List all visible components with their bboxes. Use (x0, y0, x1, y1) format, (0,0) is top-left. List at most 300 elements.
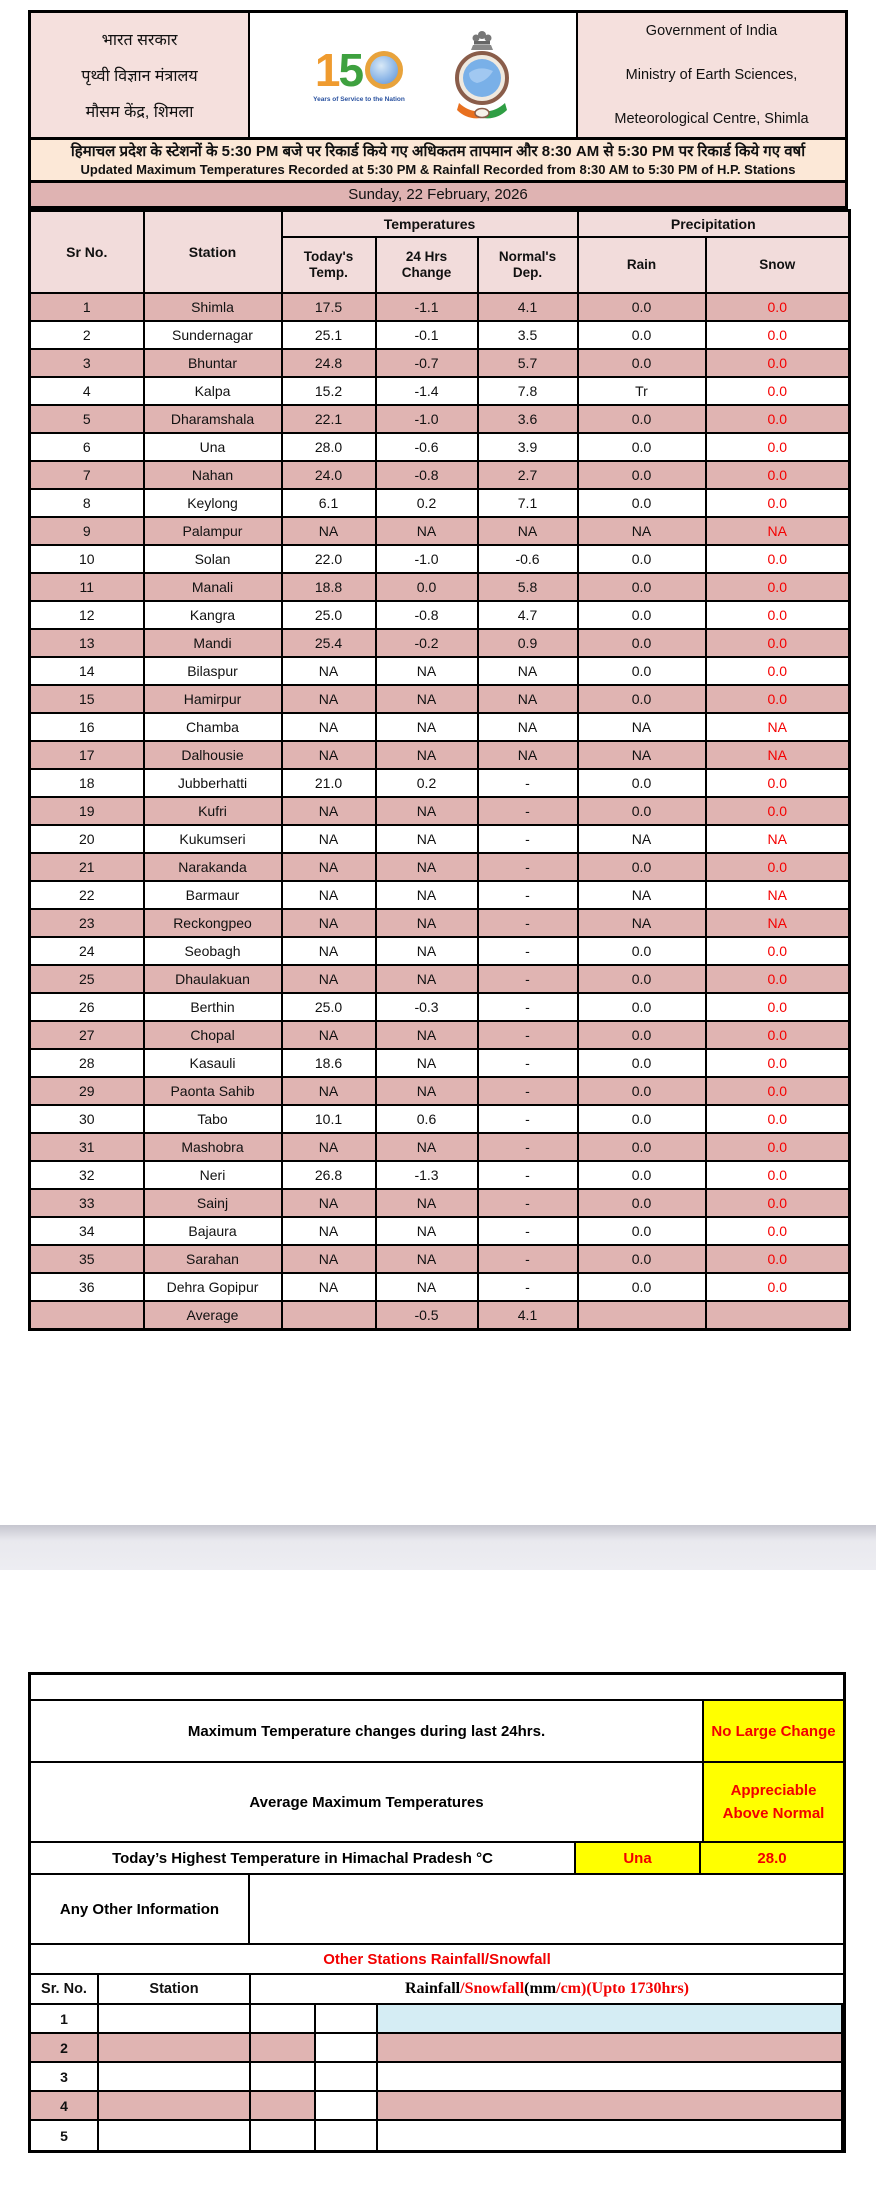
cell-sr: 6 (30, 433, 144, 461)
date-row: Sunday, 22 February, 2026 (28, 183, 848, 209)
table-row (30, 545, 850, 573)
cell-snow: 0.0 (706, 1133, 850, 1161)
any-other-info-row (31, 1875, 843, 1945)
cell-rain: NA (578, 741, 706, 769)
cell-24hrs-change: 0.2 (376, 489, 478, 517)
cell-rain: 0.0 (578, 769, 706, 797)
cell-station: Sundernagar (144, 321, 282, 349)
cell-rain: 0.0 (578, 853, 706, 881)
page-separator (0, 1525, 876, 1570)
cell-todays-temp: NA (282, 713, 376, 741)
cell-snow: NA (706, 909, 850, 937)
cell-normals-dep: - (478, 909, 578, 937)
cell-snow: 0.0 (706, 405, 850, 433)
cell-snow: 0.0 (706, 937, 850, 965)
col-group-precipitation: Precipitation (578, 210, 850, 237)
cell-station: Neri (144, 1161, 282, 1189)
logo-150-caption: Years of Service to the Nation (313, 96, 405, 103)
cell-rain (578, 1301, 706, 1330)
avg-max-temp-value (704, 1763, 843, 1841)
cell-sr: 15 (30, 685, 144, 713)
cell-todays-temp: NA (282, 1217, 376, 1245)
cell-rain: 0.0 (578, 1021, 706, 1049)
cell-snow: 0.0 (706, 1077, 850, 1105)
cell-snow: 0.0 (706, 349, 850, 377)
table-row (30, 965, 850, 993)
logo-150-digits (314, 44, 403, 96)
cell-todays-temp: 25.0 (282, 993, 376, 1021)
cell-station: Mashobra (144, 1133, 282, 1161)
cell-normals-dep: - (478, 1105, 578, 1133)
cell-24hrs-change: -0.8 (376, 461, 478, 489)
cell-sr (30, 1301, 144, 1330)
other-rainfall-cell (378, 2092, 843, 2119)
cell-todays-temp: NA (282, 1189, 376, 1217)
cell-24hrs-change: -0.2 (376, 629, 478, 657)
cell-snow: 0.0 (706, 461, 850, 489)
table-row (30, 881, 850, 909)
other-sr-cell: 1 (31, 2005, 99, 2032)
cell-station: Average (144, 1301, 282, 1330)
cell-sr: 2 (30, 321, 144, 349)
cell-sr: 11 (30, 573, 144, 601)
cell-todays-temp: 18.6 (282, 1049, 376, 1077)
highest-temp-value: 28.0 (701, 1843, 843, 1873)
table-row (30, 825, 850, 853)
other-rainfall-cell (378, 2063, 843, 2090)
cell-todays-temp: NA (282, 825, 376, 853)
table-row (30, 853, 850, 881)
cell-normals-dep: NA (478, 713, 578, 741)
cell-24hrs-change: -1.4 (376, 377, 478, 405)
cell-sr: 29 (30, 1077, 144, 1105)
cell-normals-dep: - (478, 881, 578, 909)
cell-snow: 0.0 (706, 1189, 850, 1217)
cell-station: Mandi (144, 629, 282, 657)
other-stations-title: Other Stations Rainfall/Snowfall (323, 1950, 551, 1968)
cell-station: Una (144, 433, 282, 461)
other-rainfall-cell (378, 2121, 843, 2150)
main-table (28, 209, 851, 1331)
other-station-row (31, 2092, 843, 2121)
cell-normals-dep: - (478, 769, 578, 797)
cell-snow: 0.0 (706, 797, 850, 825)
cell-sr: 26 (30, 993, 144, 1021)
cell-24hrs-change: NA (376, 937, 478, 965)
cell-24hrs-change: NA (376, 713, 478, 741)
cell-24hrs-change: NA (376, 797, 478, 825)
cell-snow: 0.0 (706, 601, 850, 629)
cell-sr: 13 (30, 629, 144, 657)
table-row (30, 909, 850, 937)
table-row (30, 601, 850, 629)
cell-normals-dep: - (478, 825, 578, 853)
cell-todays-temp: NA (282, 881, 376, 909)
cell-todays-temp: 25.0 (282, 601, 376, 629)
table-row (30, 993, 850, 1021)
cell-normals-dep: - (478, 1161, 578, 1189)
other-value-cell (251, 2121, 316, 2150)
cell-snow: 0.0 (706, 573, 850, 601)
cell-24hrs-change: NA (376, 853, 478, 881)
other-station-cell (99, 2063, 251, 2090)
cell-sr: 16 (30, 713, 144, 741)
cell-rain: NA (578, 909, 706, 937)
cell-snow (706, 1301, 850, 1330)
cell-rain: 0.0 (578, 433, 706, 461)
cell-station: Barmaur (144, 881, 282, 909)
cell-snow: 0.0 (706, 433, 850, 461)
rainfall-header-part: /Snowfall (460, 1980, 525, 1997)
highest-temp-station: Una (576, 1843, 701, 1873)
cell-station: Bajaura (144, 1217, 282, 1245)
cell-rain: 0.0 (578, 1105, 706, 1133)
cell-24hrs-change: NA (376, 1077, 478, 1105)
cell-24hrs-change: -1.3 (376, 1161, 478, 1189)
cell-normals-dep: 4.1 (478, 293, 578, 321)
cell-sr: 33 (30, 1189, 144, 1217)
table-row (30, 293, 850, 321)
table-row (30, 321, 850, 349)
cell-sr: 22 (30, 881, 144, 909)
col-header-snow: Snow (706, 237, 850, 293)
cell-sr: 24 (30, 937, 144, 965)
rainfall-header-part: Rainfall (405, 1980, 461, 1997)
cell-snow: 0.0 (706, 993, 850, 1021)
col-group-temperatures: Temperatures (282, 210, 578, 237)
cell-24hrs-change: -1.1 (376, 293, 478, 321)
cell-rain: 0.0 (578, 1161, 706, 1189)
header-logos (250, 13, 578, 137)
table-row (30, 1049, 850, 1077)
cell-24hrs-change: -0.6 (376, 433, 478, 461)
cell-normals-dep: NA (478, 685, 578, 713)
cell-rain: 0.0 (578, 545, 706, 573)
cell-todays-temp: NA (282, 1133, 376, 1161)
other-station-cell (99, 2034, 251, 2061)
cell-snow: 0.0 (706, 1245, 850, 1273)
title-english: Updated Maximum Temperatures Recorded at 5:30 PM & Rainfall Recorded from 8:30 AM to 5:30 PM of H.P. Stations (80, 162, 796, 178)
cell-station: Kukumseri (144, 825, 282, 853)
cell-24hrs-change: NA (376, 1245, 478, 1273)
cell-rain: 0.0 (578, 321, 706, 349)
other-station-cell (99, 2005, 251, 2032)
cell-rain: 0.0 (578, 405, 706, 433)
average-row (30, 1301, 850, 1330)
cell-station: Tabo (144, 1105, 282, 1133)
cell-sr: 19 (30, 797, 144, 825)
cell-sr: 9 (30, 517, 144, 545)
hindi-line-centre: मौसम केंद्र, शिमला (85, 104, 194, 121)
cell-todays-temp: NA (282, 685, 376, 713)
table-row (30, 377, 850, 405)
cell-station: Sarahan (144, 1245, 282, 1273)
table-row (30, 517, 850, 545)
english-line-govt: Government of India (645, 23, 778, 39)
cell-rain: NA (578, 713, 706, 741)
cell-24hrs-change: NA (376, 517, 478, 545)
cell-snow: 0.0 (706, 1273, 850, 1301)
cell-todays-temp: 22.0 (282, 545, 376, 573)
cell-rain: 0.0 (578, 629, 706, 657)
cell-todays-temp: NA (282, 965, 376, 993)
cell-station: Sainj (144, 1189, 282, 1217)
cell-rain: 0.0 (578, 1049, 706, 1077)
cell-sr: 32 (30, 1161, 144, 1189)
table-row (30, 405, 850, 433)
cell-normals-dep: - (478, 965, 578, 993)
cell-todays-temp: 10.1 (282, 1105, 376, 1133)
cell-normals-dep: 7.1 (478, 489, 578, 517)
cell-24hrs-change: -1.0 (376, 545, 478, 573)
other-value-cell (251, 2092, 316, 2119)
other-sr-cell: 4 (31, 2092, 99, 2119)
avg-max-temp-row (31, 1763, 843, 1843)
cell-24hrs-change: NA (376, 685, 478, 713)
main-table-body (30, 293, 850, 1330)
cell-sr: 35 (30, 1245, 144, 1273)
cell-sr: 36 (30, 1273, 144, 1301)
cell-rain: 0.0 (578, 293, 706, 321)
table-row (30, 1273, 850, 1301)
header-hindi-block (31, 13, 250, 137)
cell-snow: 0.0 (706, 685, 850, 713)
other-stations-body (31, 2005, 843, 2150)
table-row (30, 489, 850, 517)
cell-24hrs-change: -0.8 (376, 601, 478, 629)
cell-rain: 0.0 (578, 657, 706, 685)
cell-sr: 14 (30, 657, 144, 685)
cell-rain: NA (578, 825, 706, 853)
other-rainfall-cell (378, 2034, 843, 2061)
table-row (30, 461, 850, 489)
other-station-row (31, 2121, 843, 2150)
cell-normals-dep: NA (478, 741, 578, 769)
other-station-row (31, 2034, 843, 2063)
cell-station: Dhaulakuan (144, 965, 282, 993)
table-row (30, 1217, 850, 1245)
summary-table (28, 1672, 846, 2153)
other-value-cell (251, 2005, 316, 2032)
cell-normals-dep: -0.6 (478, 545, 578, 573)
cell-station: Narakanda (144, 853, 282, 881)
cell-normals-dep: - (478, 1189, 578, 1217)
cell-normals-dep: - (478, 797, 578, 825)
table-row (30, 657, 850, 685)
other-value-cell (316, 2063, 378, 2090)
max-temp-change-label: Maximum Temperature changes during last 24hrs. (31, 1701, 704, 1761)
cell-station: Chopal (144, 1021, 282, 1049)
cell-24hrs-change: NA (376, 1189, 478, 1217)
other-value-cell (316, 2034, 378, 2061)
logo-globe-zero (365, 51, 403, 89)
table-row (30, 1161, 850, 1189)
cell-normals-dep: 4.1 (478, 1301, 578, 1330)
cell-24hrs-change: NA (376, 1049, 478, 1077)
cell-24hrs-change: NA (376, 1021, 478, 1049)
cell-sr: 23 (30, 909, 144, 937)
cell-rain: 0.0 (578, 685, 706, 713)
cell-todays-temp: NA (282, 1077, 376, 1105)
cell-station: Seobagh (144, 937, 282, 965)
avg-value-line1: Appreciable (730, 1781, 817, 1799)
cell-24hrs-change: 0.0 (376, 573, 478, 601)
table-row (30, 685, 850, 713)
cell-station: Reckongpeo (144, 909, 282, 937)
cell-sr: 27 (30, 1021, 144, 1049)
cell-rain: 0.0 (578, 1245, 706, 1273)
cell-todays-temp: 26.8 (282, 1161, 376, 1189)
cell-normals-dep: NA (478, 657, 578, 685)
table-row (30, 1021, 850, 1049)
cell-snow: 0.0 (706, 489, 850, 517)
other-station-row (31, 2063, 843, 2092)
cell-station: Dharamshala (144, 405, 282, 433)
hindi-line-ministry: पृथ्वी विज्ञान मंत्रालय (81, 68, 198, 85)
cell-normals-dep: - (478, 937, 578, 965)
other-sr-cell: 5 (31, 2121, 99, 2150)
cell-station: Bilaspur (144, 657, 282, 685)
cell-rain: NA (578, 517, 706, 545)
cell-station: Manali (144, 573, 282, 601)
summary-empty-row (31, 1675, 843, 1701)
cell-station: Berthin (144, 993, 282, 1021)
cell-rain: 0.0 (578, 965, 706, 993)
cell-normals-dep: 0.9 (478, 629, 578, 657)
cell-todays-temp: NA (282, 909, 376, 937)
cell-todays-temp: 28.0 (282, 433, 376, 461)
cell-sr: 8 (30, 489, 144, 517)
cell-rain: 0.0 (578, 1189, 706, 1217)
cell-rain: 0.0 (578, 1133, 706, 1161)
cell-todays-temp: NA (282, 741, 376, 769)
cell-sr: 30 (30, 1105, 144, 1133)
cell-snow: 0.0 (706, 657, 850, 685)
col-header-todays-temp: Today's Temp. (282, 237, 376, 293)
cell-normals-dep: - (478, 1021, 578, 1049)
cell-snow: 0.0 (706, 321, 850, 349)
cell-24hrs-change: NA (376, 881, 478, 909)
cell-todays-temp: 24.8 (282, 349, 376, 377)
cell-snow: 0.0 (706, 1021, 850, 1049)
cell-todays-temp: 22.1 (282, 405, 376, 433)
other-value-cell (251, 2034, 316, 2061)
cell-sr: 4 (30, 377, 144, 405)
cell-snow: NA (706, 713, 850, 741)
other-stations-header-row (31, 1975, 843, 2005)
gov-header (28, 10, 848, 140)
cell-normals-dep: - (478, 1217, 578, 1245)
hindi-line-govt: भारत सरकार (101, 32, 178, 49)
cell-todays-temp: 24.0 (282, 461, 376, 489)
cell-snow: 0.0 (706, 1049, 850, 1077)
cell-sr: 31 (30, 1133, 144, 1161)
cell-todays-temp: NA (282, 1273, 376, 1301)
rainfall-header-part: (mm (524, 1980, 557, 1997)
cell-todays-temp: 6.1 (282, 489, 376, 517)
cell-station: Chamba (144, 713, 282, 741)
cell-24hrs-change: NA (376, 965, 478, 993)
other-value-cell (316, 2092, 378, 2119)
cell-24hrs-change: NA (376, 825, 478, 853)
other-sr-cell: 2 (31, 2034, 99, 2061)
cell-snow: 0.0 (706, 1161, 850, 1189)
cell-todays-temp: NA (282, 1245, 376, 1273)
cell-station: Shimla (144, 293, 282, 321)
logo-digit-one: 1 (314, 44, 341, 96)
title-hindi: हिमाचल प्रदेश के स्टेशनों के 5:30 PM बजे पर रिकार्ड किये गए अधिकतम तापमान और 8:30 AM से 5:30 PM पर रिकार्ड किये गए वर्षा (70, 143, 806, 160)
other-station-cell (99, 2092, 251, 2119)
avg-value-line2: Above Normal (722, 1805, 825, 1822)
cell-todays-temp: NA (282, 657, 376, 685)
cell-normals-dep: - (478, 993, 578, 1021)
cell-rain: 0.0 (578, 797, 706, 825)
cell-station: Jubberhatti (144, 769, 282, 797)
cell-sr: 12 (30, 601, 144, 629)
cell-sr: 20 (30, 825, 144, 853)
title-band (28, 140, 848, 183)
cell-station: Kufri (144, 797, 282, 825)
imd-emblem-logo (451, 29, 513, 121)
cell-snow: 0.0 (706, 853, 850, 881)
cell-rain: Tr (578, 377, 706, 405)
cell-normals-dep: - (478, 1049, 578, 1077)
other-value-cell (251, 2063, 316, 2090)
cell-station: Kalpa (144, 377, 282, 405)
cell-normals-dep: - (478, 1273, 578, 1301)
cell-snow: NA (706, 741, 850, 769)
cell-snow: 0.0 (706, 1105, 850, 1133)
table-row (30, 1245, 850, 1273)
cell-snow: 0.0 (706, 377, 850, 405)
cell-normals-dep: 3.6 (478, 405, 578, 433)
cell-rain: 0.0 (578, 349, 706, 377)
max-temp-change-value: No Large Change (704, 1701, 843, 1761)
other-sr-cell: 3 (31, 2063, 99, 2090)
bulletin-document (28, 10, 848, 1331)
cell-24hrs-change: NA (376, 909, 478, 937)
cell-snow: 0.0 (706, 629, 850, 657)
cell-normals-dep: - (478, 1077, 578, 1105)
table-row (30, 433, 850, 461)
cell-todays-temp: NA (282, 937, 376, 965)
cell-sr: 17 (30, 741, 144, 769)
table-row (30, 713, 850, 741)
cell-todays-temp: 18.8 (282, 573, 376, 601)
cell-snow: 0.0 (706, 293, 850, 321)
cell-normals-dep: 2.7 (478, 461, 578, 489)
table-row (30, 629, 850, 657)
avg-max-temp-label: Average Maximum Temperatures (31, 1763, 704, 1841)
table-row (30, 1105, 850, 1133)
highest-temp-row (31, 1843, 843, 1875)
other-sr-header: Sr. No. (31, 1975, 99, 2003)
cell-todays-temp: 17.5 (282, 293, 376, 321)
cell-station: Nahan (144, 461, 282, 489)
cell-rain: 0.0 (578, 601, 706, 629)
cell-normals-dep: NA (478, 517, 578, 545)
cell-rain: 0.0 (578, 1217, 706, 1245)
cell-normals-dep: 3.9 (478, 433, 578, 461)
cell-rain: 0.0 (578, 461, 706, 489)
other-rainfall-cell (378, 2005, 843, 2032)
cell-24hrs-change: -1.0 (376, 405, 478, 433)
cell-normals-dep: - (478, 1245, 578, 1273)
highest-temp-label: Today’s Highest Temperature in Himachal Pradesh °C (31, 1843, 576, 1873)
any-other-info-value (250, 1875, 843, 1943)
table-row (30, 797, 850, 825)
cell-sr: 10 (30, 545, 144, 573)
